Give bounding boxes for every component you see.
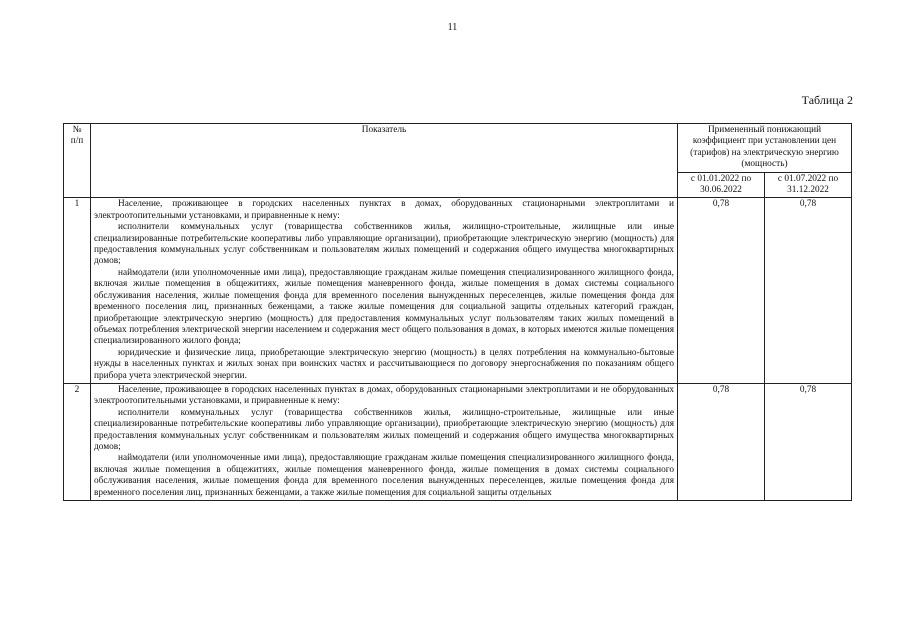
row-coef-period-2: 0,78 bbox=[765, 198, 852, 384]
paragraph: наймодатели (или уполномоченные ими лица), предоставляющие гражданам жилые помещения специализированного жилищного фонда, включая жилые помещения в общежитиях, жилые помещения маневренного фонда, жилые помещения в домах системы социального обслуживания населения, жилые помещения фонда для временного поселения вынужденных переселенцев, жилые помещения фонда для временного поселения лиц, признанных беженцами, а также жилые помещения для социальной защиты отдельных bbox=[94, 453, 674, 498]
table-caption: Таблица 2 bbox=[801, 93, 853, 107]
header-period-2: с 01.07.2022 по 31.12.2022 bbox=[765, 172, 852, 198]
page-number: 11 bbox=[447, 22, 458, 33]
table-header-row bbox=[64, 124, 852, 173]
paragraph: Население, проживающее в городских населенных пунктах в домах, оборудованных стационарными электроплитами и электроотопительными установками, и приравненные к нему: bbox=[94, 199, 674, 221]
row-indicator bbox=[91, 383, 678, 500]
table-row bbox=[64, 198, 852, 384]
coefficient-table bbox=[63, 123, 852, 501]
paragraph: исполнители коммунальных услуг (товарищества собственников жилья, жилищно-строительные, жилищные или иные специализированные потребительские кооперативы либо управляющие организации), приобретающие электрическую энергию (мощность) для предоставления коммунальных услуг собственникам и пользователям жилых помещений и содержания общего имущества многоквартирных домов; bbox=[94, 222, 674, 267]
row-coef-period-2: 0,78 bbox=[765, 383, 852, 500]
paragraph: юридические и физические лица, приобретающие электрическую энергию (мощность) в целях потребления на коммунально-бытовые нужды в населенных пунктах и жилых зонах при воинских частях и рассчитывающиеся по договору энергоснабжения по показаниям общего прибора учета электрической энергии. bbox=[94, 347, 674, 381]
row-number: 1 bbox=[64, 198, 91, 384]
row-indicator bbox=[91, 198, 678, 384]
row-coef-period-1: 0,78 bbox=[678, 198, 765, 384]
paragraph: исполнители коммунальных услуг (товарищества собственников жилья, жилищно-строительные, жилищные или иные специализированные потребительские кооперативы либо управляющие организации), приобретающие электрическую энергию (мощность) для предоставления коммунальных услуг собственникам и пользователям жилых помещений и содержания общего имущества многоквартирных домов; bbox=[94, 407, 674, 452]
row-coef-period-1: 0,78 bbox=[678, 383, 765, 500]
header-period-1: с 01.01.2022 по 30.06.2022 bbox=[678, 172, 765, 198]
paragraph: Население, проживающее в городских населенных пунктах в домах, оборудованных стационарными электроплитами и не оборудованных электроотопительными установками, и приравненные к нему: bbox=[94, 384, 674, 407]
header-coefficient: Примененный понижающий коэффициент при установлении цен (тарифов) на электрическую энергию (мощность) bbox=[678, 124, 852, 173]
header-indicator: Показатель bbox=[91, 124, 678, 198]
row-number: 2 bbox=[64, 383, 91, 500]
table-row bbox=[64, 383, 852, 500]
header-number: № п/п bbox=[64, 124, 91, 198]
paragraph: наймодатели (или уполномоченные ими лица), предоставляющие гражданам жилые помещения специализированного жилищного фонда, включая жилые помещения в общежитиях, жилые помещения маневренного фонда, жилые помещения в домах системы социального обслуживания населения, жилые помещения фонда для временного поселения вынужденных переселенцев, жилые помещения фонда для временного поселения лиц, признанных беженцами, а также жилые помещения для социальной защиты отдельных категорий граждан, приобретающие электрическую энергию (мощность) для предоставления коммунальных услуг пользователям таких жилых помещений в объемах потребления электрической энергии населением и содержания мест общего пользования в домах, в которых имеются жилые помещения специализированного жилого фонда; bbox=[94, 267, 674, 347]
